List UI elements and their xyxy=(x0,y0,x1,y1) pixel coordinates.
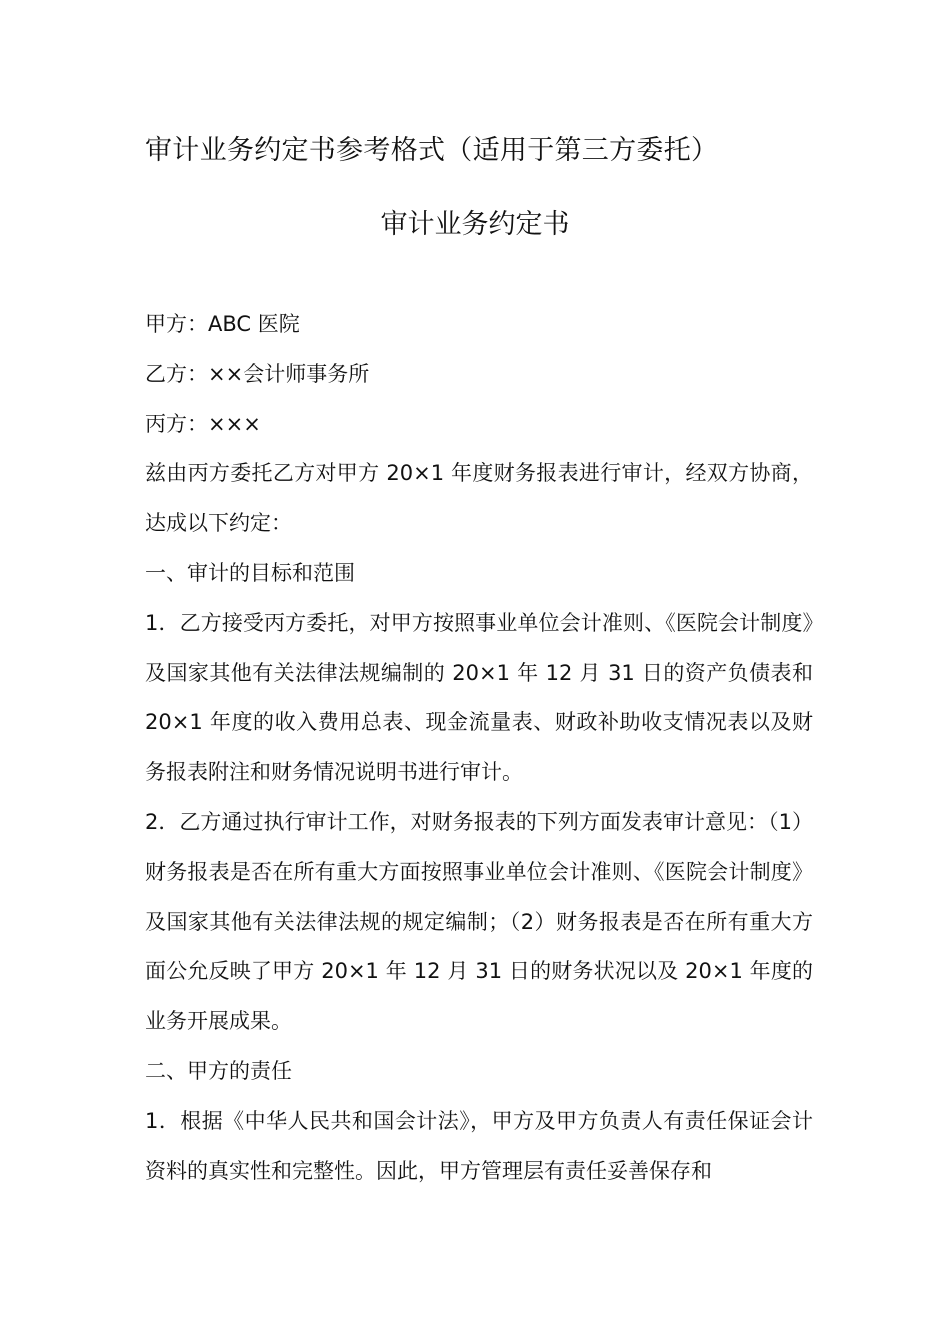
document-body xyxy=(145,300,813,1196)
intro-paragraph: 兹由丙方委托乙方对甲方 20×1 年度财务报表进行审计，经双方协商，达成以下约定： xyxy=(145,461,813,536)
section-heading-2: 二、甲方的责任 xyxy=(145,1058,292,1083)
clause-2-1: 1．根据《中华人民共和国会计法》，甲方及甲方负责人有责任保证会计资料的真实性和完整性。因此，甲方管理层有责任妥善保存和 xyxy=(145,1108,813,1183)
document-title: 审计业务约定书参考格式（适用于第三方委托） xyxy=(145,135,719,166)
party-a-line: 甲方：ABC 医院 xyxy=(145,312,300,336)
section-heading-1: 一、审计的目标和范围 xyxy=(145,560,355,585)
party-b-line: 乙方：××会计师事务所 xyxy=(145,361,370,386)
clause-1-2: 2．乙方通过执行审计工作，对财务报表的下列方面发表审计意见：（1）财务报表是否在所有重大方面按照事业单位会计准则、《医院会计制度》及国家其他有关法律法规的规定编制；（2）财务报表是否在所有重大方面公允反映了甲方 20×1 年 12 月 31 日的财务状况以及 20×1 年度的业务开展成果。 xyxy=(145,809,813,1034)
party-c-line: 丙方：××× xyxy=(145,411,261,436)
clause-1-1: 1．乙方接受丙方委托，对甲方按照事业单位会计准则、《医院会计制度》及国家其他有关法律法规编制的 20×1 年 12 月 31 日的资产负债表和 20×1 年度的收入费用总表、现金流量表、财政补助收支情况表以及财务报表附注和财务情况说明书进行审计。 xyxy=(145,610,813,785)
document-subtitle: 审计业务约定书 xyxy=(380,209,570,240)
